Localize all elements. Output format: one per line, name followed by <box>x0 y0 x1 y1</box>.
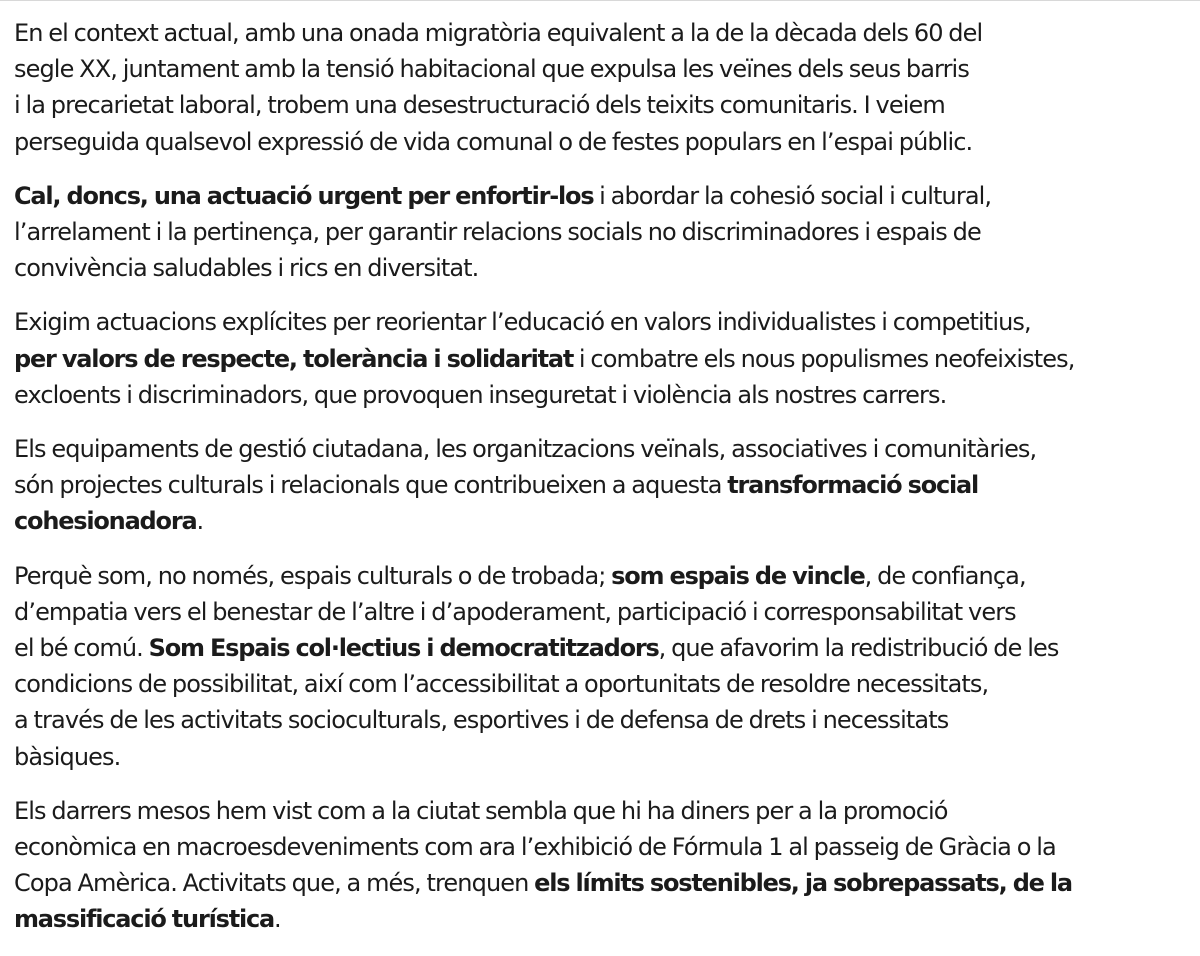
paragraph-1 <box>14 15 1194 160</box>
body-text: convivència saludables i rics en diversitat. <box>14 254 479 283</box>
body-text: Perquè som, no només, espais culturals o de trobada; <box>14 561 612 590</box>
body-text: excloents i discriminadors, que provoquen inseguretat i violència als nostres carrers. <box>14 380 947 409</box>
body-text: bàsiques. <box>14 742 121 771</box>
body-text: Exigim actuacions explícites per reorientar l’educació en valors individualistes i competitius, <box>14 308 1031 337</box>
emphasized-text: cohesionadora <box>14 507 197 536</box>
body-text: . <box>196 507 204 536</box>
emphasized-text: Cal, doncs, una actuació urgent per enfortir-los <box>14 181 594 210</box>
body-text: En el context actual, amb una onada migratòria equivalent a la de la dècada dels 60 del <box>14 19 983 47</box>
paragraph-5 <box>14 558 1194 775</box>
emphasized-text: transformació social <box>727 471 979 500</box>
body-text: Copa Amèrica. Activitats que, a més, trenquen <box>14 869 535 898</box>
body-text: el bé comú. <box>14 634 149 663</box>
body-text: perseguida qualsevol expressió de vida comunal o de festes populars en l’espai públic. <box>14 127 973 156</box>
emphasized-text: som espais de vincle <box>611 561 865 590</box>
body-text: segle XX, juntament amb la tensió habitacional que expulsa les veïnes dels seus barris <box>14 55 969 84</box>
body-text: a través de les activitats socioculturals, esportives i de defensa de drets i necessitats <box>14 706 949 735</box>
body-text: l’arrelament i la pertinença, per garantir relacions socials no discriminadores i espais de <box>14 218 981 247</box>
paragraph-2 <box>14 178 1194 287</box>
document-body <box>14 15 1194 956</box>
body-text: Els darrers mesos hem vist com a la ciutat sembla que hi ha diners per a la promoció <box>14 796 948 825</box>
paragraph-6 <box>14 793 1194 938</box>
body-text: , que afavorim la redistribució de les <box>658 634 1059 663</box>
body-text: són projectes culturals i relacionals que contribueixen a aquesta <box>14 471 728 500</box>
emphasized-text: els límits sostenibles, ja sobrepassats, de la <box>534 869 1072 898</box>
body-text: i la precarietat laboral, trobem una desestructuració dels teixits comunitaris. I veiem <box>14 91 945 120</box>
emphasized-text: Som Espais col·lectius i democratitzadors <box>148 634 659 663</box>
body-text: Els equipaments de gestió ciutadana, les organitzacions veïnals, associatives i comunitàries, <box>14 435 1037 464</box>
body-text: condicions de possibilitat, així com l’accessibilitat a oportunitats de resoldre necessitats, <box>14 670 989 699</box>
body-text: . <box>274 905 281 934</box>
paragraph-4 <box>14 431 1194 540</box>
emphasized-text: massificació turística <box>14 905 275 934</box>
body-text: econòmica en macroesdeveniments com ara l’exhibició de Fórmula 1 al passeig de Gràcia o la <box>14 833 1056 862</box>
emphasized-text: per valors de respecte, tolerància i solidaritat <box>14 344 574 373</box>
body-text: d’empatia vers el benestar de l’altre i d’apoderament, participació i corresponsabilitat vers <box>14 597 1016 626</box>
body-text: i combatre els nous populismes neofeixistes, <box>573 344 1075 373</box>
body-text: i abordar la cohesió social i cultural, <box>593 181 992 210</box>
paragraph-3 <box>14 304 1194 413</box>
body-text: , de confiança, <box>864 561 1026 590</box>
